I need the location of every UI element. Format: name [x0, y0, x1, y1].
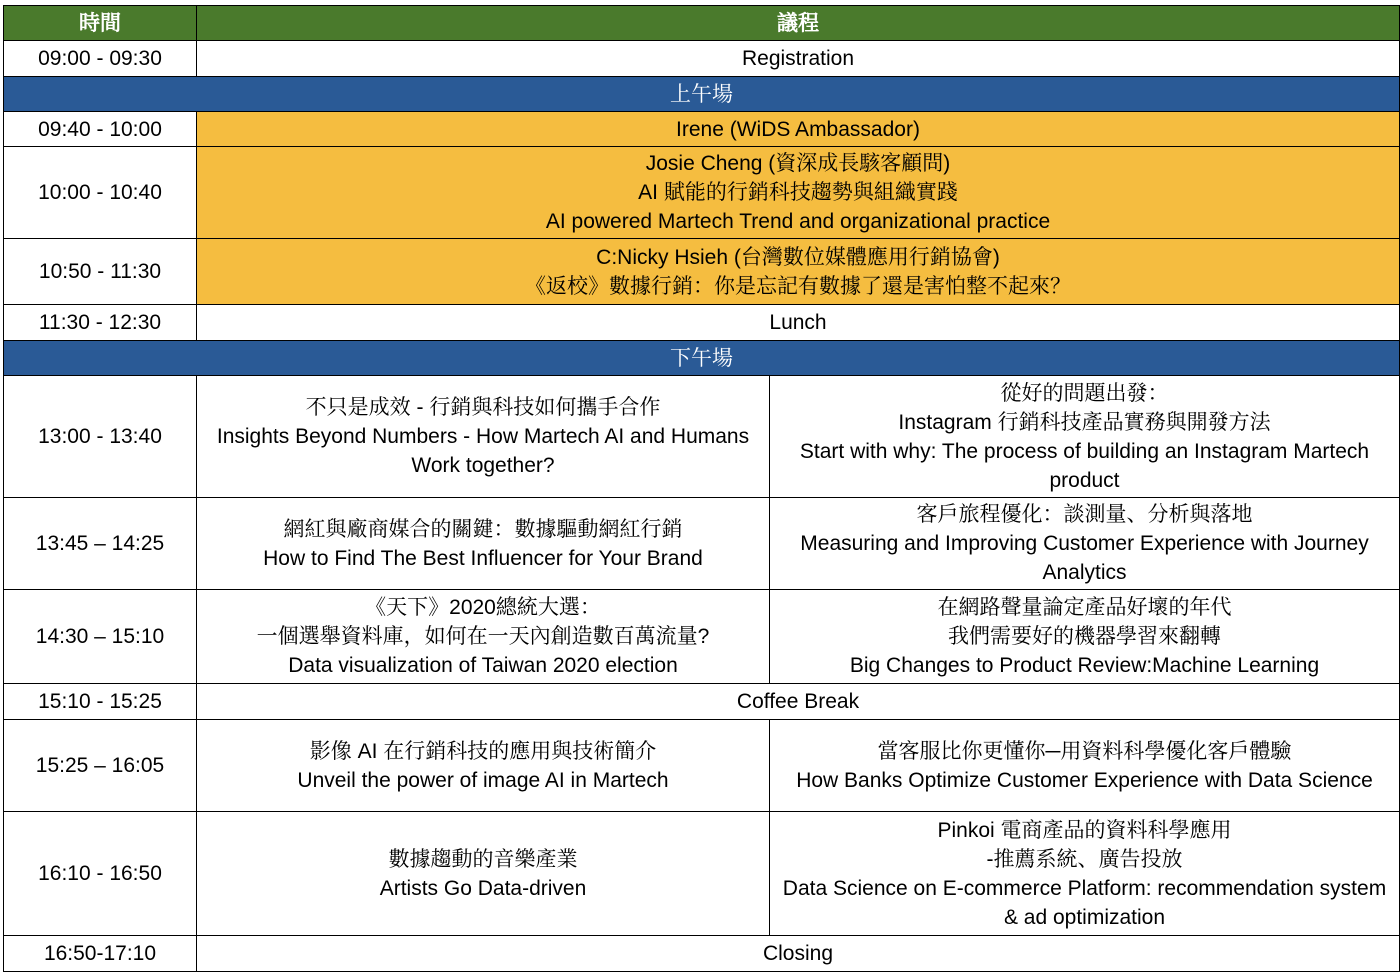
row-a4 [4, 720, 1400, 812]
title-zh-line: -推薦系統、廣告投放 [986, 847, 1183, 871]
row-a3 [4, 590, 1400, 684]
session-line: Irene (WiDS Ambassador) [676, 117, 920, 141]
header-time: 時間 [4, 6, 197, 41]
track-b-cell [770, 498, 1400, 590]
track-b-cell [770, 812, 1400, 936]
row-a2 [4, 498, 1400, 590]
time-cell: 16:50-17:10 [4, 936, 197, 972]
row-r3 [4, 239, 1400, 305]
session-cell [197, 239, 1400, 305]
track-a-cell [197, 498, 770, 590]
title-zh-line: 當客服比你更懂你─用資料科學優化客戶體驗 [877, 739, 1292, 763]
title-en-line: How Banks Optimize Customer Experience with Data Science [796, 768, 1373, 792]
speaker-line: Josie Cheng (資深成長駭客顧問) [645, 152, 951, 175]
track-a-cell [197, 590, 770, 684]
track-a-cell [197, 376, 770, 498]
section-title: 下午場 [4, 341, 1400, 376]
title-zh-line: Pinkoi 電商產品的資料科學應用 [937, 818, 1232, 842]
header-row [4, 6, 1400, 41]
section-title: 上午場 [4, 77, 1400, 112]
time-cell: 09:40 - 10:00 [4, 112, 197, 147]
time-cell: 13:00 - 13:40 [4, 376, 197, 498]
schedule-table [3, 5, 1400, 972]
session-cell: Lunch [197, 305, 1400, 341]
row-coffee [4, 684, 1400, 720]
title-zh-line: 我們需要好的機器學習來翻轉 [948, 625, 1221, 648]
speaker-line: C:Nicky Hsieh (台灣數位媒體應用行銷協會) [596, 245, 1000, 269]
track-b-cell [770, 590, 1400, 684]
title-zh-line: 在網路聲量論定產品好壞的年代 [937, 596, 1232, 619]
session-cell [197, 147, 1400, 239]
title-en-line: Start with why: The process of building an Instagram Martech product [799, 439, 1370, 492]
time-cell: 09:00 - 09:30 [4, 41, 197, 77]
title-zh-line: 《天下》2020總統大選： [365, 596, 601, 619]
title-en-line: How to Find The Best Influencer for Your Brand [263, 546, 703, 570]
time-cell: 15:25 – 16:05 [4, 720, 197, 812]
time-cell: 15:10 - 15:25 [4, 684, 197, 720]
row-r1 [4, 112, 1400, 147]
title-zh-line: 數據趨動的音樂產業 [388, 847, 578, 871]
title-en-line: Insights Beyond Numbers - How Martech AI and Humans Work together? [216, 425, 750, 477]
title-en-line: Unveil the power of image AI in Martech [297, 768, 669, 792]
row-r2 [4, 147, 1400, 239]
track-b-cell [770, 720, 1400, 812]
time-cell: 16:10 - 16:50 [4, 812, 197, 936]
session-cell [197, 112, 1400, 147]
title-zh-line: 不只是成效 - 行銷與科技如何攜手合作 [305, 396, 661, 419]
title-en-line: Big Changes to Product Review:Machine Learning [849, 654, 1320, 677]
title-zh-line: Instagram 行銷科技產品實務與開發方法 [898, 410, 1271, 434]
title-zh-line: 影像 AI 在行銷科技的應用與技術簡介 [309, 739, 657, 763]
row-a1 [4, 376, 1400, 498]
time-cell: 13:45 – 14:25 [4, 498, 197, 590]
title-zh-line: 《返校》數據行銷：你是忘記有數據了還是害怕整不起來？ [525, 274, 1071, 298]
title-zh-line: AI 賦能的行銷科技趨勢與組織實踐 [638, 181, 958, 204]
title-en-line: Data visualization of Taiwan 2020 election [288, 654, 678, 677]
session-cell: Coffee Break [197, 684, 1400, 720]
section-morning [4, 77, 1400, 112]
title-zh-line: 一個選舉資料庫，如何在一天內創造數百萬流量? [256, 625, 710, 648]
title-zh-line: 從好的問題出發： [1000, 381, 1169, 405]
time-cell: 14:30 – 15:10 [4, 590, 197, 684]
row-a5 [4, 812, 1400, 936]
header-agenda: 議程 [197, 6, 1400, 41]
title-zh-line: 客戶旅程優化：談測量、分析與落地 [916, 503, 1253, 526]
row-lunch [4, 305, 1400, 341]
title-en-line: Data Science on E-commerce Platform: recommendation system & ad optimization [782, 876, 1387, 929]
title-zh-line: 網紅與廠商媒合的關鍵：數據驅動網紅行銷 [283, 517, 683, 541]
track-b-cell [770, 376, 1400, 498]
session-cell: Registration [197, 41, 1400, 77]
track-a-cell [197, 812, 770, 936]
track-a-cell [197, 720, 770, 812]
session-cell: Closing [197, 936, 1400, 972]
time-cell: 10:00 - 10:40 [4, 147, 197, 239]
row-registration [4, 41, 1400, 77]
title-en-line: Artists Go Data-driven [379, 876, 587, 900]
row-closing [4, 936, 1400, 972]
section-afternoon [4, 341, 1400, 376]
time-cell: 11:30 - 12:30 [4, 305, 197, 341]
time-cell: 10:50 - 11:30 [4, 239, 197, 305]
title-en-line: Measuring and Improving Customer Experience with Journey Analytics [800, 532, 1369, 584]
title-en-line: AI powered Martech Trend and organizational practice [545, 210, 1051, 233]
